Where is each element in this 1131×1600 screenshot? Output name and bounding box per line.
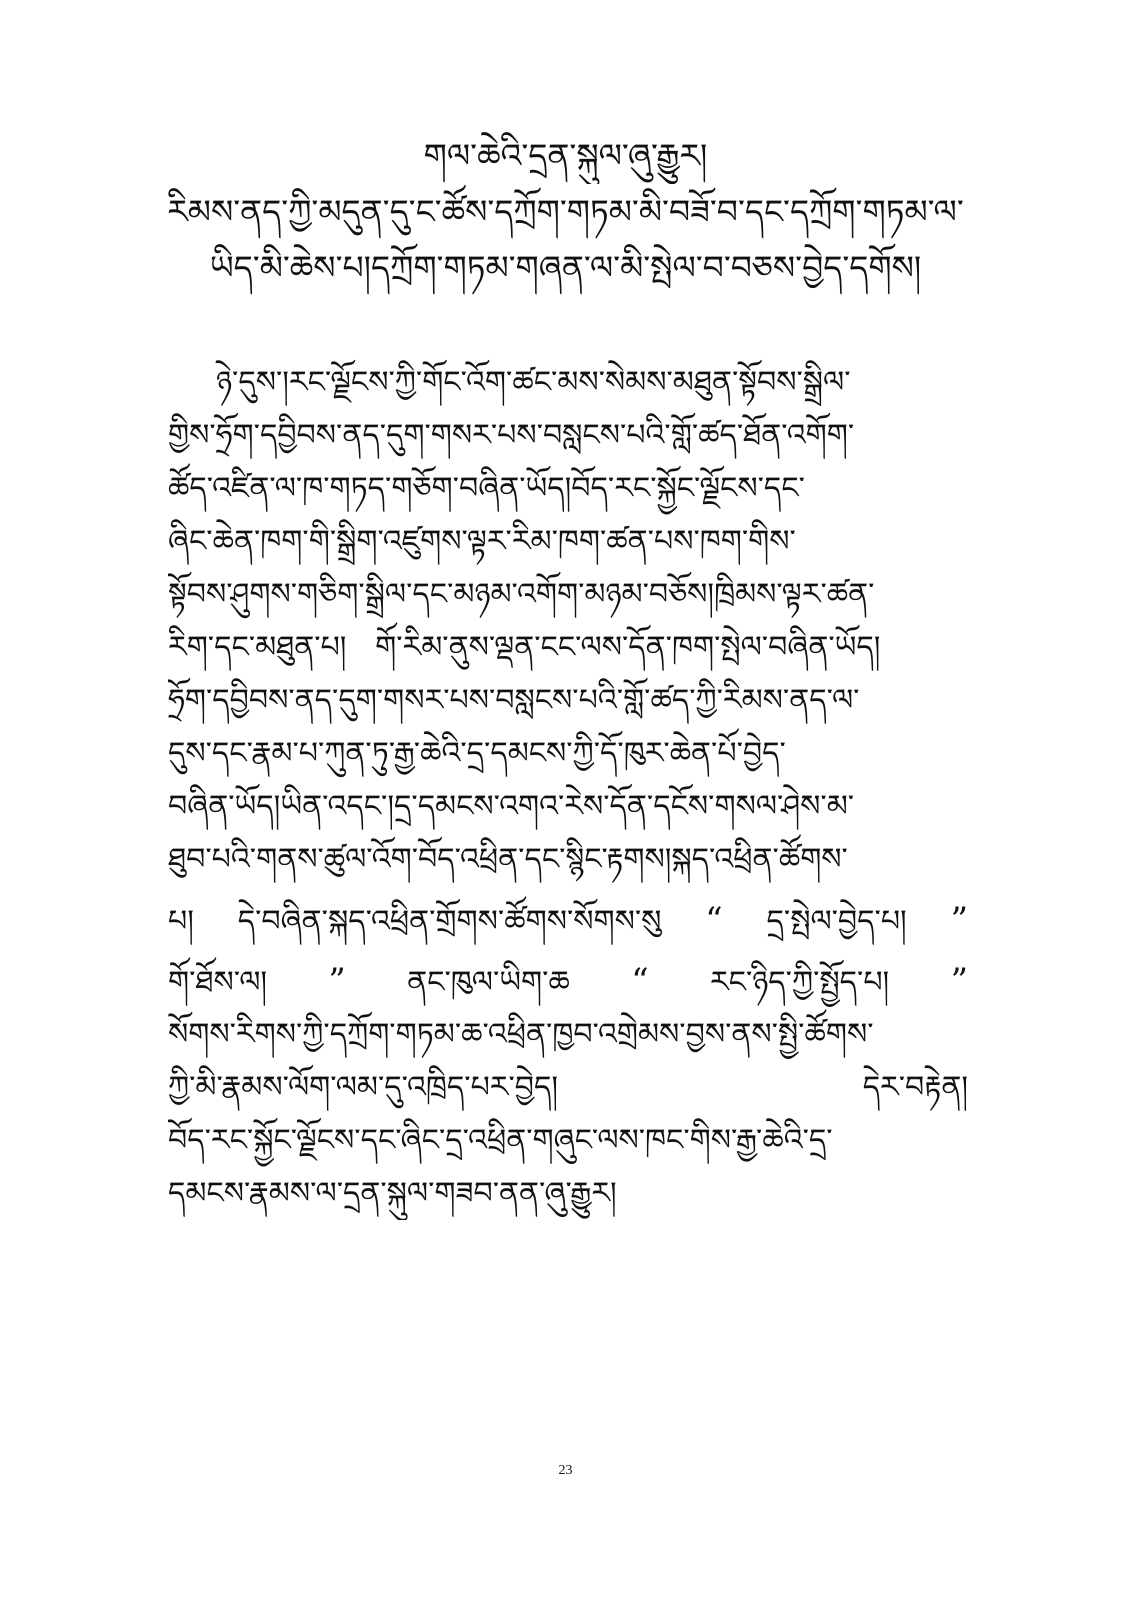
body-line-12-part-c: རང་ཉིད་ཀྱི་སྤྱོད་པ། [709, 965, 890, 1000]
body-line-6-part-a: རིག་དང་མཐུན་པ། [168, 630, 347, 665]
body-line-11-part-a: པ། [168, 904, 194, 939]
body-line-8: དུས་དང་རྣམ་པ་ཀུན་ཏུ་རྒྱ་ཆེའི་དྲ་དམངས་ཀྱི་དོ་ཁུར་ཆེན་པོ་བྱེད་ [168, 736, 786, 771]
body-line-12-part-b: ནང་ཁུལ་ཡིག་ཆ [407, 965, 570, 1000]
title-line-2: རིམས་ནད་ཀྱི་མདུན་དུ་ང་ཚོས་དཀྲོག་གཏམ་མི་བཟོ་བ་དང་དཀྲོག་གཏམ་ལ་ [167, 192, 964, 231]
body-line-14 [168, 1061, 968, 1114]
body-line-4: ཞིང་ཆེན་ཁག་གི་སྒྲིག་འཛུགས་ལྟར་རིམ་ཁག་ཚན་པས་ཁག་གིས་ [168, 524, 796, 559]
body-line-3: ཚོད་འཛིན་ལ་ཁ་གཏད་གཅོག་བཞིན་ཡོད།བོད་རང་སྐྱོང་ལྗོངས་དང་ [168, 471, 805, 506]
close-quote-mark: ” [950, 900, 968, 940]
body-line-14-part-b: དེར་བརྟེན། [862, 1070, 968, 1105]
body-line-6 [168, 621, 968, 674]
body-line-10: ཐུབ་པའི་གནས་ཚུལ་འོག་བོད་འཕྲིན་དང་སྙིང་རྟགས།སྐད་འཕྲིན་ཚོགས་ [168, 842, 848, 877]
body-line-7: ཧྲོག་དབྱིབས་ནད་དུག་གསར་པས་བསླངས་པའི་གློ་ཚད་ཀྱི་རིམས་ནད་ལ་ [168, 683, 860, 718]
body-line-16: དམངས་རྣམས་ལ་དྲན་སྐུལ་གཟབ་ནན་ཞུ་རྒྱུར། [168, 1176, 617, 1211]
body-line-5: སྟོབས་ཤུགས་གཅིག་སྒྲིལ་དང་མཉམ་འགོག་མཉམ་བཅོས།ཁྲིམས་ལྟར་ཚན་ [168, 577, 875, 612]
body-line-13: སོགས་རིགས་ཀྱི་དཀྲོག་གཏམ་ཆ་འཕྲིན་ཁྱབ་འགྲེམས་བྱས་ནས་སྤྱི་ཚོགས་ [168, 1017, 874, 1052]
body-text [168, 356, 968, 1220]
page-number: 23 [558, 1463, 573, 1478]
open-quote-mark-2: “ [631, 961, 649, 1001]
title-line-3: ཡིད་མི་ཆེས་པ།དཀྲོག་གཏམ་གཞན་ལ་མི་སྤེལ་བ་བཅས་བྱེད་དགོས། [209, 248, 922, 287]
body-line-1: ཉེ་དུས་།རང་ལྗོངས་ཀྱི་གོང་འོག་ཚང་མས་སེམས་མཐུན་སྟོབས་སྒྲིལ་ [216, 365, 851, 400]
body-line-12-part-a: གོ་ཐོས་ལ། [168, 965, 268, 1000]
close-quote-mark-3: ” [950, 961, 968, 1001]
body-line-14-part-a: ཀྱི་མི་རྣམས་ལོག་ལམ་དུ་འཁྲིད་པར་བྱེད། [168, 1070, 559, 1105]
body-line-15: བོད་རང་སྐྱོང་ལྗོངས་དང་ཞིང་དྲ་འཕྲིན་གཞུང་ལས་ཁང་གིས་རྒྱ་ཆེའི་དྲ་ [168, 1123, 833, 1158]
body-line-12 [168, 955, 968, 1008]
body-line-11 [168, 894, 968, 947]
body-line-9: བཞིན་ཡོད།ཡིན་འདང་།དྲ་དམངས་འགའ་རེས་དོན་དངོས་གསལ་ཤེས་མ་ [168, 789, 855, 824]
body-line-11-part-c: དྲ་སྤེལ་བྱེད་པ། [766, 904, 907, 939]
body-line-6-part-b: གོ་རིམ་ནུས་ལྡན་ངང་ལས་དོན་ཁག་སྤེལ་བཞིན་ཡོད། [375, 630, 881, 665]
close-quote-mark-2: ” [328, 961, 346, 1001]
title-block [120, 128, 1011, 296]
title-line-1: གལ་ཆེའི་དྲན་སྐུལ་ཞུ་རྒྱུར། [423, 136, 708, 175]
body-line-11-part-b: དེ་བཞིན་སྐད་འཕྲིན་གྲོགས་ཚོགས་སོགས་སུ [237, 904, 662, 939]
body-line-2: གྱིས་ཧྲོག་དབྱིབས་ནད་དུག་གསར་པས་བསླངས་པའི་གློ་ཚད་ཐོན་འགོག་ [168, 418, 855, 453]
open-quote-mark: “ [705, 900, 723, 940]
